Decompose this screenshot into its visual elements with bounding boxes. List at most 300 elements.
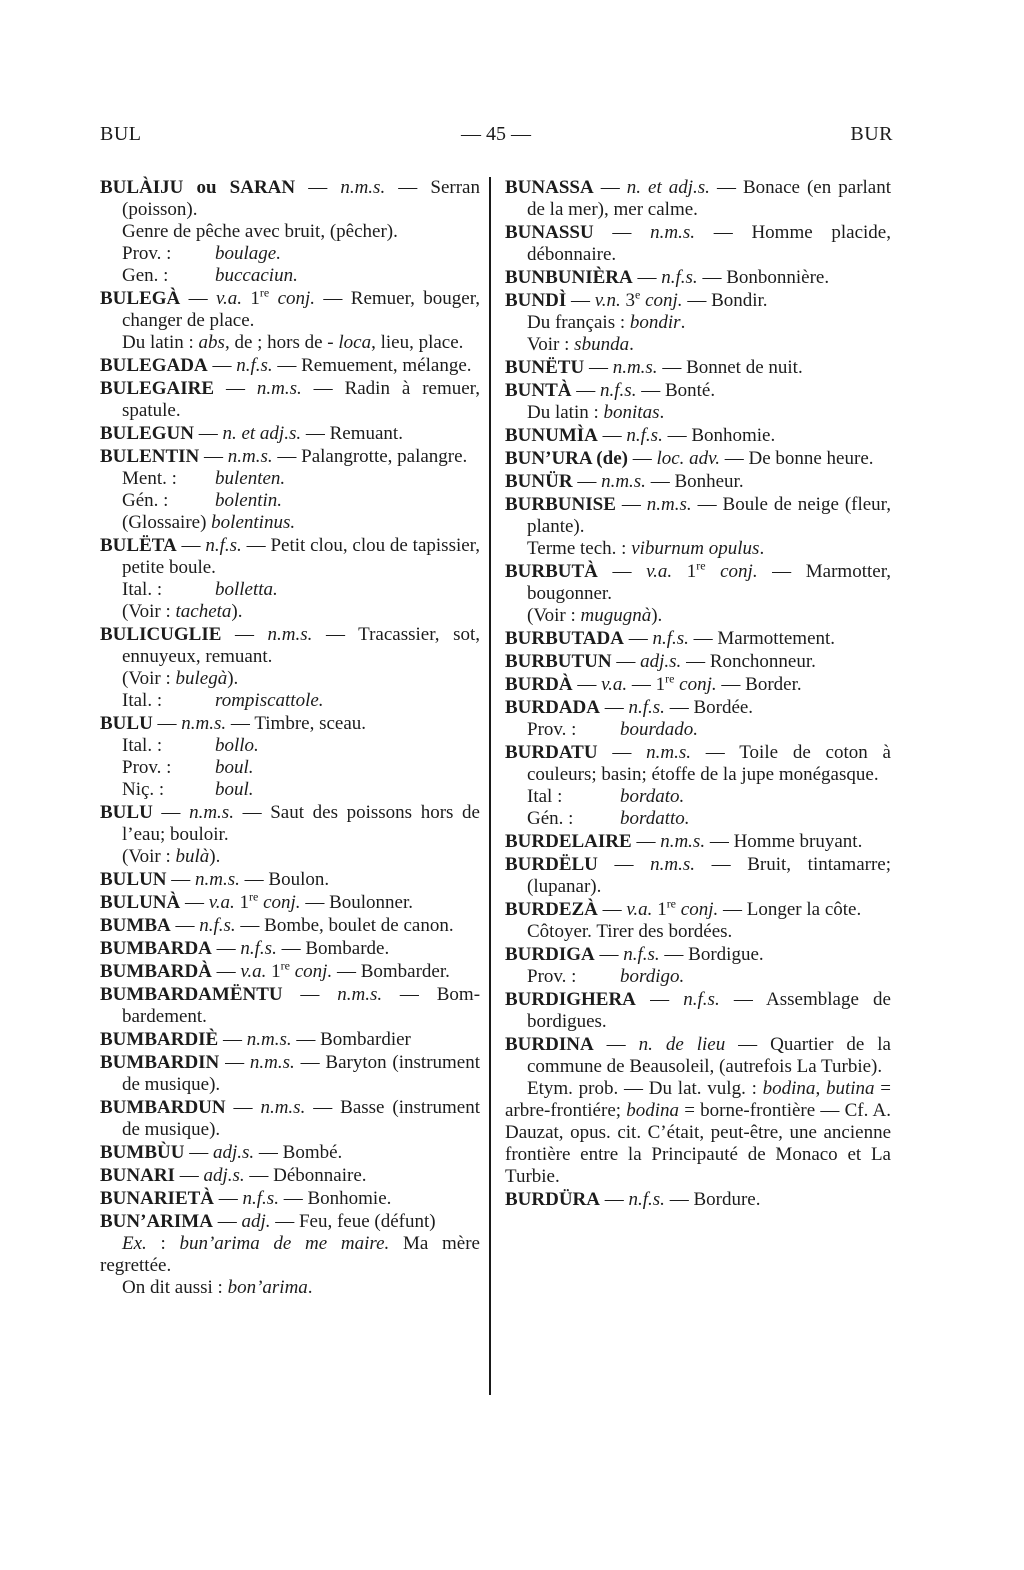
italic-text: n.m.s. <box>267 624 313 645</box>
dictionary-entry <box>505 287 891 356</box>
dictionary-entry <box>100 1211 480 1299</box>
dictionary-entry <box>100 958 480 983</box>
dictionary-entry <box>505 267 891 289</box>
dictionary-entry <box>100 713 480 801</box>
body-text: (Voir : <box>122 846 176 867</box>
language-label: Niç. : <box>122 779 165 800</box>
headword: BURDIGA <box>505 944 595 965</box>
body-text: — <box>600 1189 629 1210</box>
headword: BUMBARDAMËNTU <box>100 984 283 1005</box>
dictionary-entry <box>505 831 891 853</box>
body-text: ). <box>209 846 221 867</box>
italic-text: conj. <box>645 290 683 311</box>
italic-text: v.a. <box>601 674 628 695</box>
column-divider-rule <box>489 177 491 1395</box>
body-text: — <box>597 854 651 875</box>
body-text: 1 <box>266 961 281 982</box>
body-text: — <box>170 915 200 936</box>
dictionary-entry <box>100 624 480 712</box>
dictionary-entry <box>100 1029 480 1051</box>
italic-text: n.m.s. <box>646 494 692 515</box>
italic-text: Ex. <box>122 1233 147 1254</box>
headword: BUMBARDIN <box>100 1052 220 1073</box>
body-text: — Ronchonneur. <box>681 651 816 672</box>
entry-definition <box>100 1097 480 1141</box>
body-text: — <box>295 177 341 198</box>
italic-text: v.a. <box>240 961 267 982</box>
body-text: — Bombe, boulet de canon. <box>235 915 454 936</box>
headword: BUMBARDA <box>100 938 212 959</box>
entry-definition <box>505 989 891 1033</box>
dictionary-entry <box>505 671 891 696</box>
superscript-text: re <box>280 958 290 973</box>
italic-text: v.a. <box>626 899 653 920</box>
italic-text: buccaciun. <box>215 265 298 286</box>
body-text: ). <box>227 668 239 689</box>
body-text: — Tracassier, sot, ennuyeux, remuant. <box>122 624 480 667</box>
headword: BURBUTUN <box>505 651 612 672</box>
entry-definition <box>505 425 891 447</box>
headword: BUNDÌ <box>505 290 567 311</box>
body-text: — <box>566 290 595 311</box>
italic-text: bodina <box>762 1078 816 1099</box>
entry-definition <box>100 1029 480 1051</box>
language-ref-line <box>100 779 480 801</box>
left-column <box>100 177 480 1300</box>
headword: BUNARIETÀ <box>100 1188 215 1209</box>
italic-text: boul. <box>215 779 254 800</box>
headword: BURDADA <box>505 697 600 718</box>
body-text: — <box>214 1188 243 1209</box>
language-label: Ital. : <box>122 579 163 600</box>
dictionary-entry <box>505 494 891 560</box>
entry-definition <box>100 1188 480 1210</box>
entry-definition <box>100 915 480 937</box>
body-text: — Basse (instrument de musique). <box>122 1097 480 1140</box>
body-text: — <box>593 222 651 243</box>
language-ref-line <box>100 468 480 490</box>
body-text: — Assemblage de bordigues. <box>527 989 891 1032</box>
dictionary-entry <box>505 471 891 493</box>
body-text: — Bondir. <box>682 290 768 311</box>
body-text: . <box>629 334 634 355</box>
body-text: — De bonne heure. <box>719 448 874 469</box>
body-text: — <box>635 989 684 1010</box>
language-ref-line <box>505 719 891 741</box>
language-ref-line <box>505 786 891 808</box>
italic-text: conj. <box>263 892 301 913</box>
headword: BUNTÀ <box>505 380 572 401</box>
entry-definition <box>100 535 480 579</box>
body-text: — Boulon. <box>239 869 330 890</box>
italic-text: bordatto. <box>620 808 690 829</box>
body-text: — <box>180 892 209 913</box>
body-text: — Débonnaire. <box>244 1165 367 1186</box>
italic-text: n.m.s. <box>612 357 658 378</box>
body-text: — Remuer, bouger, changer de place. <box>122 288 481 331</box>
body-text: = arbre-frontiére; <box>505 1078 892 1121</box>
dictionary-entry <box>100 446 480 534</box>
dictionary-entry <box>505 222 891 266</box>
italic-text: n.m.s. <box>260 1097 306 1118</box>
italic-text: bordigo. <box>620 966 685 987</box>
language-label: Prov. : <box>527 966 577 987</box>
header-right-word: BUR <box>850 123 893 145</box>
headword: BUMBÙU <box>100 1142 185 1163</box>
headword: BUNÜR <box>505 471 573 492</box>
entry-definition <box>505 287 891 312</box>
entry-definition <box>505 697 891 719</box>
body-text: — Border. <box>716 674 802 695</box>
body-text: — <box>282 984 338 1005</box>
entry-definition <box>505 651 891 673</box>
body-text: Terme tech. : <box>527 538 632 559</box>
dictionary-entry <box>100 423 480 445</box>
italic-text: n. et adj.s. <box>626 177 710 198</box>
language-ref-line <box>100 735 480 757</box>
body-text <box>706 561 721 582</box>
headword: BURBUNISE <box>505 494 616 515</box>
headword: BURDELAIRE <box>505 831 632 852</box>
headword: BURDÀ <box>505 674 573 695</box>
entry-definition <box>505 222 891 266</box>
body-text: — Quartier de la commune de Beausoleil, (autrefois La Turbie). <box>527 1034 891 1077</box>
italic-text: v.a. <box>208 892 235 913</box>
header-left-word: BUL <box>100 123 142 145</box>
headword: BURDÜRA <box>505 1189 600 1210</box>
dictionary-entry <box>505 1034 891 1188</box>
headword: BULUNÀ <box>100 892 181 913</box>
page-number: — 45 — <box>460 123 531 145</box>
headword: BULEGAIRE <box>100 378 215 399</box>
language-label: Gen. : <box>122 265 169 286</box>
body-text: — Bonnet de nuit. <box>657 357 803 378</box>
body-text: — Saut des poissons hors de l’eau; bouloir. <box>122 802 480 845</box>
dictionary-entry <box>505 896 891 943</box>
italic-text: n.m.s. <box>227 446 273 467</box>
dictionary-columns <box>100 177 893 1395</box>
body-text: , de ; hors de - <box>224 332 339 353</box>
entry-definition <box>100 713 480 735</box>
body-text: — Toile de coton à couleurs; basin; étoffe de la jupe monégasque. <box>527 742 891 785</box>
entry-definition <box>100 889 480 914</box>
body-text: — Radin à remuer, spatule. <box>122 378 480 421</box>
entry-note <box>505 605 891 627</box>
italic-text: rompiscattole. <box>215 690 324 711</box>
italic-text: conj. <box>680 899 719 920</box>
italic-text: n.f.s. <box>205 535 242 556</box>
body-text: . <box>659 402 665 423</box>
entry-definition <box>505 854 891 898</box>
headword: BULICUGLIE <box>100 624 222 645</box>
dictionary-entry <box>100 378 480 422</box>
headword: BUMBA <box>100 915 171 936</box>
language-label: Prov. : <box>527 719 577 740</box>
italic-text: conj. <box>294 961 333 982</box>
body-text: — Bombardement. <box>122 984 481 1027</box>
body-text: — <box>571 380 601 401</box>
body-text: — Bordée. <box>664 697 754 718</box>
italic-text: n. de lieu <box>638 1034 726 1055</box>
superscript-text: re <box>696 558 706 573</box>
body-text: — <box>572 471 602 492</box>
entry-definition <box>100 1211 480 1233</box>
language-label: Gén. : <box>527 808 574 829</box>
italic-text: n.m.s. <box>256 378 302 399</box>
entry-note <box>100 221 480 243</box>
language-ref-line <box>100 243 480 265</box>
italic-text: conj. <box>277 288 316 309</box>
italic-text: bulegà <box>175 668 228 689</box>
entry-definition <box>100 1165 480 1187</box>
body-text: — Bordigue. <box>659 944 764 965</box>
body-text: Du latin : <box>122 332 199 353</box>
italic-text: n.m.s. <box>646 742 692 763</box>
headword: BULËTA <box>100 535 177 556</box>
body-text: Etym. prob. — Du lat. vulg. : <box>527 1078 763 1099</box>
body-text: — Bonhomie. <box>278 1188 392 1209</box>
body-text: — Boule de neige (fleur, plante). <box>527 494 891 537</box>
italic-text: n.f.s. <box>236 355 273 376</box>
dictionary-entry <box>100 938 480 960</box>
body-text: — Bombarder. <box>332 961 450 982</box>
body-text: 1 <box>242 288 260 309</box>
italic-text: n.m.s. <box>195 869 240 890</box>
body-text: — Homme bruyant. <box>705 831 863 852</box>
language-ref-line <box>100 490 480 512</box>
body-text: — <box>152 802 190 823</box>
body-text: — Longer la côte. <box>718 899 862 920</box>
body-text: 1 <box>652 899 667 920</box>
italic-text: boulage. <box>215 243 281 264</box>
dictionary-entry <box>100 177 480 287</box>
entry-note <box>505 538 891 560</box>
entry-definition <box>505 357 891 379</box>
headword: BULU <box>100 713 153 734</box>
italic-text: conj. <box>679 674 717 695</box>
headword: BULEGÀ <box>100 288 181 309</box>
italic-text: bolletta. <box>215 579 278 600</box>
dictionary-entry <box>100 535 480 623</box>
dictionary-entry <box>505 380 891 424</box>
italic-text: v.n. <box>594 290 621 311</box>
entry-definition <box>505 267 891 289</box>
body-text: — <box>584 357 613 378</box>
headword: BULEGUN <box>100 423 194 444</box>
headword: BUNËTU <box>505 357 585 378</box>
italic-text: bon’arima <box>227 1277 308 1298</box>
dictionary-entry <box>505 628 891 650</box>
italic-text: n.f.s. <box>652 628 689 649</box>
entry-note <box>100 512 480 534</box>
body-text: — Bombarde. <box>276 938 390 959</box>
language-ref-line <box>505 966 891 988</box>
headword: BUNASSA <box>505 177 594 198</box>
dictionary-entry <box>100 915 480 937</box>
body-text: — <box>212 1211 242 1232</box>
entry-definition <box>100 446 480 468</box>
headword: BUMBARDUN <box>100 1097 226 1118</box>
body-text: — <box>211 961 241 982</box>
body-text: — <box>600 697 629 718</box>
italic-text: n.m.s. <box>181 713 227 734</box>
italic-text: n.f.s. <box>242 1188 279 1209</box>
body-text: — Baryton (instrument de musique). <box>122 1052 481 1095</box>
headword: BURBUTÀ <box>505 561 598 582</box>
body-text: On dit aussi : <box>122 1277 228 1298</box>
entry-definition <box>505 944 891 966</box>
italic-text: adj. <box>241 1211 271 1232</box>
body-text: — Boulonner. <box>300 892 413 913</box>
headword: BUNUMÌA <box>505 425 598 446</box>
headword: BURDËLU <box>505 854 598 875</box>
italic-text: n.f.s. <box>683 989 720 1010</box>
italic-text: bonitas <box>603 402 660 423</box>
entry-note <box>505 334 891 356</box>
italic-text: n.f.s. <box>199 915 236 936</box>
entry-definition <box>100 938 480 960</box>
italic-text: n. et adj.s. <box>222 423 302 444</box>
language-label: Ital : <box>527 786 563 807</box>
body-text: ). <box>651 605 663 626</box>
body-text: , lieu, place. <box>371 332 464 353</box>
body-text: Côtoyer. Tirer des bordées. <box>527 921 733 942</box>
body-text: — <box>166 869 196 890</box>
italic-text: butina <box>825 1078 875 1099</box>
italic-text: adj.s. <box>640 651 682 672</box>
entry-definition <box>100 1142 480 1164</box>
italic-text: v.a. <box>215 288 243 309</box>
body-text: — <box>193 423 223 444</box>
italic-text: n.f.s. <box>623 944 660 965</box>
entry-definition <box>505 896 891 921</box>
headword: BUMBARDIÈ <box>100 1029 219 1050</box>
italic-text: bollo. <box>215 735 259 756</box>
dictionary-entry <box>100 984 480 1028</box>
body-text: — <box>221 624 268 645</box>
right-column <box>505 177 891 1212</box>
body-text: — Marmottement. <box>688 628 836 649</box>
body-text: — <box>207 355 237 376</box>
entry-note <box>100 1277 480 1299</box>
dictionary-entry <box>100 1188 480 1210</box>
italic-text: n.f.s. <box>628 1189 665 1210</box>
body-text: — <box>174 1165 204 1186</box>
entry-definition <box>100 177 480 221</box>
body-text: — <box>615 494 647 515</box>
body-text: : <box>146 1233 180 1254</box>
dictionary-entry <box>505 944 891 988</box>
headword: BULENTIN <box>100 446 200 467</box>
italic-text: n.m.s. <box>660 831 706 852</box>
superscript-text: re <box>666 896 677 911</box>
body-text: — Remuant. <box>301 423 403 444</box>
entry-definition <box>505 831 891 853</box>
entry-definition <box>100 869 480 891</box>
body-text: 3 <box>620 290 636 311</box>
dictionary-entry <box>100 802 480 868</box>
entry-note <box>100 846 480 868</box>
headword: BULU <box>100 802 153 823</box>
headword: BURDIGHERA <box>505 989 636 1010</box>
language-ref-line <box>100 579 480 601</box>
entry-definition <box>505 558 892 605</box>
italic-text: mugugnà <box>580 605 652 626</box>
dictionary-entry <box>100 1165 480 1187</box>
language-ref-line <box>505 808 891 830</box>
italic-text: viburnum opulus <box>631 538 760 559</box>
body-text: Genre de pêche avec bruit, (pêcher). <box>122 221 398 242</box>
italic-text: n.m.s. <box>337 984 383 1005</box>
body-text: — Feu, feue (défunt) <box>270 1211 436 1232</box>
italic-text: n.f.s. <box>626 425 663 446</box>
entry-definition <box>505 1189 891 1211</box>
entry-note <box>100 332 480 354</box>
italic-text: n.m.s. <box>650 854 696 875</box>
dictionary-entry <box>505 425 891 447</box>
dictionary-entry <box>100 1052 480 1096</box>
headword: BURBUTADA <box>505 628 624 649</box>
italic-text: adj.s. <box>212 1142 255 1163</box>
headword: BULÀIJU ou SARAN <box>100 177 296 198</box>
headword: BURDEZÀ <box>505 899 598 920</box>
dictionary-entry <box>100 1097 480 1141</box>
body-text: — <box>180 288 216 309</box>
dictionary-entry <box>505 742 891 830</box>
entry-definition <box>505 494 891 538</box>
body-text: (Glossaire) <box>122 512 212 533</box>
body-text: — Bruit, tintamarre; (lupanar). <box>527 854 892 897</box>
body-text: — <box>593 177 627 198</box>
entry-definition <box>505 380 891 402</box>
italic-text: loca <box>338 332 372 353</box>
entry-note <box>505 402 891 424</box>
italic-text: tacheta <box>175 601 232 622</box>
entry-definition <box>505 177 891 221</box>
dictionary-entry <box>505 1189 891 1211</box>
entry-definition <box>100 355 480 377</box>
entry-definition <box>100 624 480 668</box>
body-text: — Palangrotte, palangre. <box>272 446 468 467</box>
body-text: — <box>176 535 206 556</box>
italic-text: bolentin. <box>215 490 283 511</box>
entry-note <box>100 1233 480 1277</box>
body-text: — <box>597 425 627 446</box>
dictionary-entry <box>100 355 480 377</box>
language-label: Ment. : <box>122 468 177 489</box>
body-text: — <box>597 899 627 920</box>
headword: BURDINA <box>505 1034 594 1055</box>
italic-text: boul. <box>215 757 254 778</box>
italic-text: n.f.s. <box>661 267 698 288</box>
body-text: (Voir : <box>122 601 176 622</box>
body-text: (Voir : <box>527 605 581 626</box>
italic-text: adj.s. <box>203 1165 245 1186</box>
body-text: Voir : <box>527 334 575 355</box>
entry-definition <box>100 1052 480 1096</box>
body-text: — <box>597 561 647 582</box>
dictionary-entry <box>100 1142 480 1164</box>
body-text: — <box>199 446 228 467</box>
body-text: Du français : <box>527 312 630 333</box>
body-text <box>269 288 277 309</box>
superscript-text: e <box>635 287 641 302</box>
body-text: — <box>219 1052 250 1073</box>
headword: BUMBARDÀ <box>100 961 212 982</box>
superscript-text: re <box>259 285 270 300</box>
language-ref-line <box>100 690 480 712</box>
body-text: , <box>815 1078 826 1099</box>
